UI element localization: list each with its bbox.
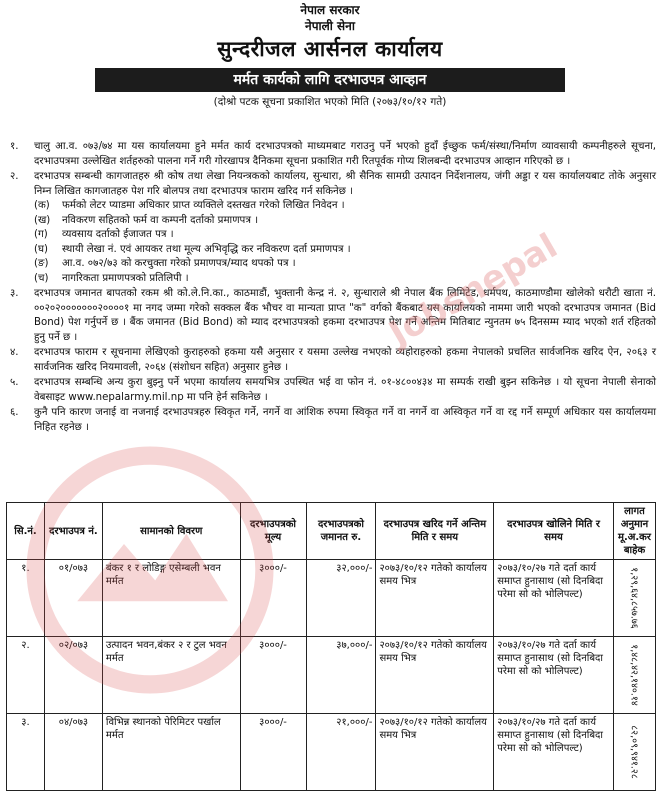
document-item: (च) नागरिकता प्रमाणपत्रको प्रतिलिपी । xyxy=(34,272,189,284)
cell-opening: २०७३/१०/२७ गते दर्ता कार्य समाप्त हुनासाथ (सो दिनबिदा परेमा सो को भोलिपल्ट) xyxy=(494,714,614,791)
cell-description: विभिन्न स्थानको पेरिमिटर पर्खाल मर्मत xyxy=(102,714,240,791)
clause-4 xyxy=(6,346,656,375)
government-label: नेपाल सरकार xyxy=(300,3,360,17)
clause-2 xyxy=(6,170,656,286)
clause-text: कुनै पनि कारण जनाई वा नजनाई दरभाउपत्रहरु स्विकृत गर्ने, नगर्ने वा आंशिक रुपमा स्विकृत गर्ने वा नगर्ने वा अस्विकृत गर्ने वा रद्द गर्ने सम्पूर्ण अधिकार यस कार्यालयमा निहित रहनेछ । xyxy=(34,407,656,433)
clause-number: १. xyxy=(10,141,19,152)
cell-deposit: ३७,०००/- xyxy=(306,637,376,714)
cell-opening: २०७३/१०/२७ गते दर्ता कार्य समाप्त हुनासाथ (सो दिनबिदा परेमा सो को भोलिपल्ट) xyxy=(494,560,614,637)
cell-cost-estimate xyxy=(613,637,655,714)
cell-tender-no: ०२/०७३ xyxy=(44,637,102,714)
notice-clauses xyxy=(6,140,656,436)
cell-tender-no: ०१/०७३ xyxy=(44,560,102,637)
cell-deposit: ३२,०००/- xyxy=(306,560,376,637)
column-header-deadline: दरभाउपत्र खरिद गर्ने अन्तिम मिति र समय xyxy=(376,503,494,560)
cell-description: बंकर १ र लोडिङ्ग एसेम्बली भवन मर्मत xyxy=(102,560,240,637)
column-header-sn: सि.नं. xyxy=(7,503,45,560)
clause-number: ४. xyxy=(10,347,19,358)
cell-sn: १. xyxy=(7,560,45,637)
office-title: सुन्दरीजल आर्सनल कार्यालय xyxy=(217,37,443,61)
column-header-price: दरभाउपत्रको मूल्य xyxy=(240,503,306,560)
clause-5 xyxy=(6,376,656,405)
cell-price: ३०००/- xyxy=(240,560,306,637)
document-item: (घ) स्थायी लेखा नं. एवं आयकर तथा मूल्य अभिवृद्धि कर नविकरण दर्ता प्रमाणपत्र । xyxy=(34,243,351,255)
clause-number: २. xyxy=(10,171,19,182)
table-header-row xyxy=(7,503,656,560)
clause-text: दरभाउपत्र फाराम र सूचनामा लेखिएको कुराहरुको हकमा यसै अनुसार र यसमा उल्लेख नभएको व्यहोराहरुको हकमा नेपालको प्रचलित सार्वजनिक खरिद ऐन, २०६३ र सार्वजनिक खरिद नियमावली, २०६४ (संशोधन सहित) अनुसार हुनेछ । xyxy=(34,347,656,373)
cost-value: १,४८,४२,१४०.१४ xyxy=(628,644,640,706)
document-item: (ङ) आ.व. ०७२/७३ को करचुक्ता गरेको प्रमाणपत्र/म्याद थपको पत्र । xyxy=(34,258,296,269)
cell-description: उत्पादन भवन,बंकर २ र टुल भवन मर्मत xyxy=(102,637,240,714)
cell-cost-estimate xyxy=(613,560,655,637)
clause-1 xyxy=(6,140,656,169)
cell-deposit: २१,०००/- xyxy=(306,714,376,791)
clause-text: दरभाउपत्र सम्बन्धी कागजातहरु श्री कोष तथा लेखा नियन्त्रकको कार्यालय, सुन्धारा, श्री सैनिक सामग्री उत्पादन निर्देशनालय, जंगी अड्डा र यस कार्यालयबाट तोके अनुसार निम्न लिखित कागजातहरु पेश गरि बोलपत्र तथा दरभाउपत्र फाराम खरिद गर्न सकिनेछ । xyxy=(34,171,656,197)
publication-date-note: (दोश्रो पटक सूचना प्रकाशित भएको मिति (२०७३/१०/१२ गते) xyxy=(213,96,447,108)
cell-opening: २०७३/१०/२७ गते दर्ता कार्य समाप्त हुनासाथ (सो दिनबिदा परेमा सो को भोलिपल्ट) xyxy=(494,637,614,714)
cell-deadline: २०७३/१०/१२ गतेको कार्यालय समय भित्र xyxy=(376,560,494,637)
cell-tender-no: ०४/०७३ xyxy=(44,714,102,791)
clause-6 xyxy=(6,406,656,435)
clause-number: ३. xyxy=(10,288,19,299)
notice-title: मर्मत कार्यको लागि दरभाउपत्र आव्हान xyxy=(95,68,565,92)
clause-3 xyxy=(6,287,656,345)
watermark-text: Jobsnepal xyxy=(382,225,565,355)
table-row xyxy=(7,560,656,637)
column-header-tender-no: दरभाउपत्र नं. xyxy=(44,503,102,560)
cell-price: ३०००/- xyxy=(240,714,306,791)
tender-table xyxy=(6,502,656,791)
column-header-deposit: दरभाउपत्रको जमानत रु. xyxy=(306,503,376,560)
table-row xyxy=(7,637,656,714)
cell-cost-estimate xyxy=(613,714,655,791)
column-header-opening: दरभाउपत्र खोलिने मिति र समय xyxy=(494,503,614,560)
cell-deadline: २०७३/१०/१२ गतेको कार्यालय समय भित्र xyxy=(376,637,494,714)
army-label: नेपाली सेना xyxy=(305,19,355,33)
cell-deadline: २०७३/१०/१२ गतेको कार्यालय समय भित्र xyxy=(376,714,494,791)
cell-sn: २. xyxy=(7,637,45,714)
cost-value: १,२९,६४,८५७.७६ xyxy=(628,567,640,629)
notice-header xyxy=(0,0,660,110)
document-item: (ग) व्यवसाय दर्ताको ईजाजत पत्र । xyxy=(34,229,174,240)
cell-sn: ३. xyxy=(7,714,45,791)
clause-number: ५. xyxy=(10,377,19,388)
column-header-description: सामानको विवरण xyxy=(102,503,240,560)
document-item: (क) फर्मको लेटर प्याडमा अधिकार प्राप्त व्यक्तिले दस्तखत गरेको लिखित निवेदन । xyxy=(34,200,345,211)
clause-text: दरभाउपत्र सम्बन्धि अन्य कुरा बुझ्नु पर्ने भएमा कार्यालय समयभित्र उपस्थित भई वा फोन नं. ०१-४८००४३४ मा सम्पर्क राखी बुझ्न सकिनेछ । यो सूचना नेपाली सेनाको वेबसाइट www.nepalarmy.mil.np मा पनि हेर्न सकिनेछ । xyxy=(34,377,656,403)
cell-price: ३०००/- xyxy=(240,637,306,714)
cost-value: ८२,०९,९४१.२८ xyxy=(628,725,640,779)
table-row xyxy=(7,714,656,791)
clause-text: दरभाउपत्र जमानत बापतको रकम श्री को.ले.नि.का., काठमाडौं, भुक्तानी केन्द्र नं. २, सुन्धाराले श्री नेपाल बैंक लिमिटेड, धर्मपथ, काठमाण्डौमा खोलेको धरौटी खाता नं. ००२०२०००००००२००००१ मा नगद जम्मा गरेको सक्कल बैंक भौचर वा मान्यता प्राप्त "क" वर्गको बैंकबाट यस कार्यालयको नाममा जारी भएको दरभाउपत्र जमानत (Bid Bond) पेश गर्नुपर्ने छ । बैंक जमानत (Bid Bond) को म्याद दरभाउपत्रको हकमा दरभाउपत्र पेश गर्ने अन्तिम मितिबाट न्युनतम ७५ दिनसम्म म्याद भएको शर्त रहितको हुनु पर्ने छ । xyxy=(34,288,656,343)
clause-text: चालु आ.व. ०७३/७४ मा यस कार्यालयमा हुने मर्मत कार्य दरभाउपत्रको माध्यमबाट गराउनु पर्ने भएको हुदाँ ईच्छुक फर्म/संस्था/निर्माण व्यावसायी कम्पनीहरुले सूचना, दरभाउपत्रमा उल्लेखित शर्तहरुको पालना गर्ने गरी गोरखापत्र दैनिकमा सूचना प्रकाशित गरी रितपूर्वक गोप्य शिलबन्दी दरभाउपत्र आव्हान गरिएको छ । xyxy=(34,141,656,167)
clause-number: ६. xyxy=(10,407,19,418)
column-header-cost-estimate: लागत अनुमान मू.अ.कर बाहेक xyxy=(613,503,655,560)
document-item: (ख) नविकरण सहितको फर्म वा कम्पनी दर्ताको प्रमाणपत्र । xyxy=(34,214,259,226)
